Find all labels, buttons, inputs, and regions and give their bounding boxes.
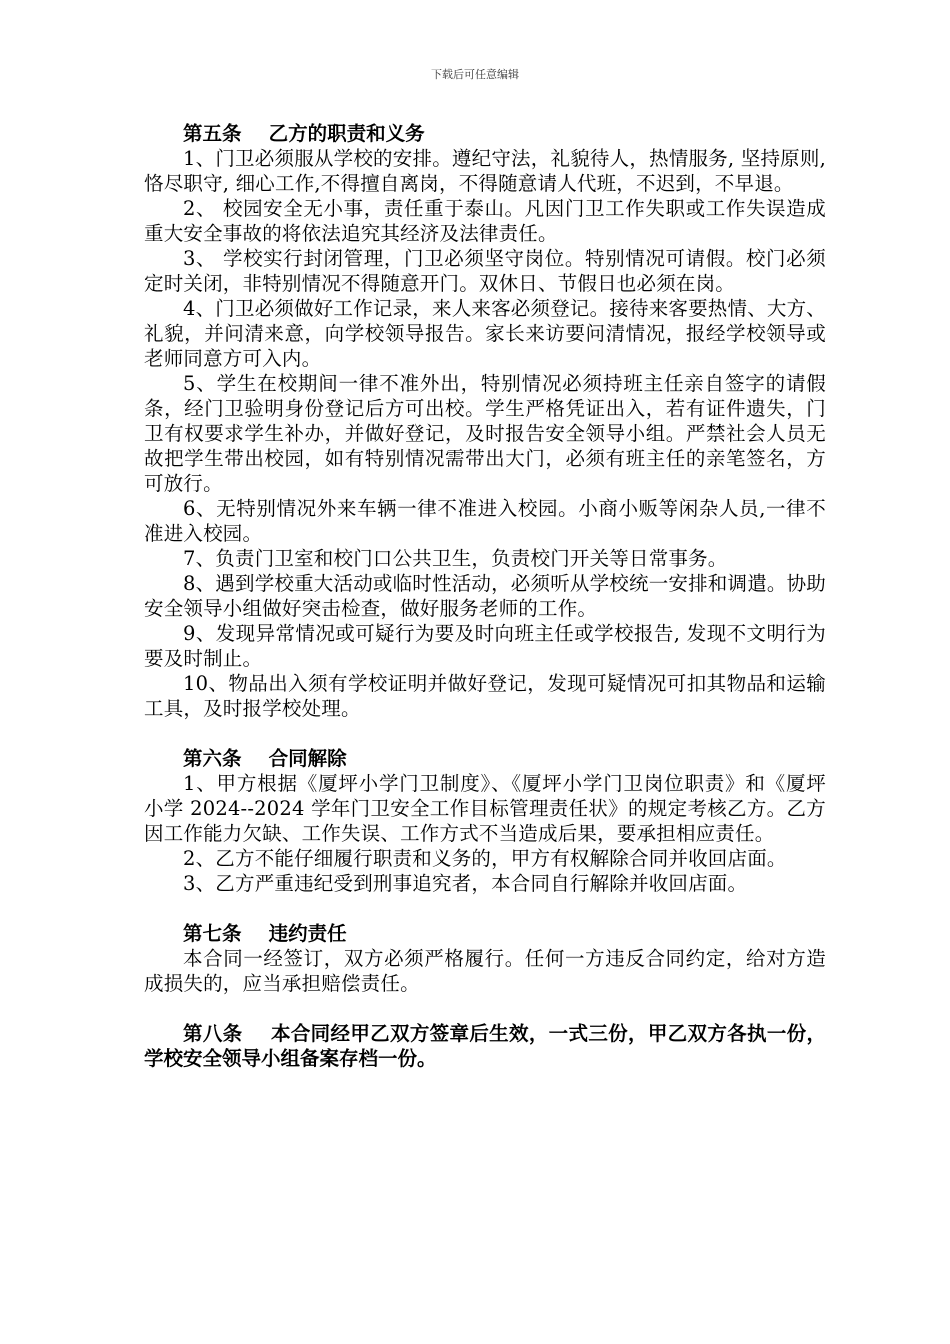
paragraph: 1、门卫必须服从学校的安排。遵纪守法，礼貌待人，热情服务, 坚持原则, 恪尽职守, 细心工作,不得擅自离岗，不得随意请人代班，不迟到，不早退。 <box>144 147 826 195</box>
section-spacer <box>144 721 826 746</box>
paragraph: 6、无特别情况外来车辆一律不准进入校园。小商小贩等闲杂人员,一律不准进入校园。 <box>144 497 826 545</box>
paragraph: 2、乙方不能仔细履行职责和义务的，甲方有权解除合同并收回店面。 <box>183 847 787 870</box>
paragraph: 3、乙方严重违纪受到刑事追究者，本合同自行解除并收回店面。 <box>183 872 748 895</box>
section-heading-7: 第七条 违约责任 <box>183 922 347 945</box>
paragraph: 4、门卫必须做好工作记录，来人来客必须登记。接待来客要热情、大方、礼貌，并问清来意，向学校领导报告。家长来访要问清情况，报经学校领导或老师同意方可入内。 <box>144 297 827 370</box>
section-heading-6: 第六条 合同解除 <box>183 747 347 770</box>
section-heading-5: 第五条 乙方的职责和义务 <box>183 122 425 145</box>
header-note: 下载后可任意编辑 <box>431 68 519 81</box>
paragraph: 9、发现异常情况或可疑行为要及时向班主任或学校报告, 发现不文明行为要及时制止。 <box>144 622 826 670</box>
paragraph: 2、 校园安全无小事，责任重于泰山。凡因门卫工作失职或工作失误造成重大安全事故的将依法追究其经济及法律责任。 <box>144 197 826 245</box>
final-clause: 第八条 本合同经甲乙双方签章后生效，一式三份，甲乙双方各执一份，学校安全领导小组备案存档一份。 <box>144 1022 826 1070</box>
document-body <box>144 121 826 1071</box>
paragraph: 8、遇到学校重大活动或临时性活动，必须听从学校统一安排和调遣。协助安全领导小组做好突击检查，做好服务老师的工作。 <box>144 572 827 620</box>
paragraph: 3、 学校实行封闭管理，门卫必须坚守岗位。特别情况可请假。校门必须定时关闭，非特别情况不得随意开门。双休日、节假日也必须在岗。 <box>144 247 826 295</box>
paragraph: 7、负责门卫室和校门口公共卫生，负责校门开关等日常事务。 <box>183 547 728 570</box>
paragraph: 1、甲方根据《厦坪小学门卫制度》、《厦坪小学门卫岗位职责》和《厦坪小学 2024--2024 学年门卫安全工作目标管理责任状》的规定考核乙方。乙方因工作能力欠缺、工作失误、工作方式不当造成后果，要承担相应责任。 <box>144 772 826 845</box>
paragraph: 本合同一经签订，双方必须严格履行。任何一方违反合同约定，给对方造成损失的，应当承担赔偿责任。 <box>144 947 826 995</box>
section-spacer <box>144 896 826 921</box>
paragraph: 5、学生在校期间一律不准外出，特别情况必须持班主任亲自签字的请假条，经门卫验明身份登记后方可出校。学生严格凭证出入，若有证件遗失，门卫有权要求学生补办，并做好登记，及时报告安全领导小组。严禁社会人员无故把学生带出校园，如有特别情况需带出大门，必须有班主任的亲笔签名，方可放行。 <box>144 372 826 495</box>
paragraph: 10、物品出入须有学校证明并做好登记，发现可疑情况可扣其物品和运输工具，及时报学校处理。 <box>144 672 826 720</box>
section-spacer <box>144 996 826 1021</box>
